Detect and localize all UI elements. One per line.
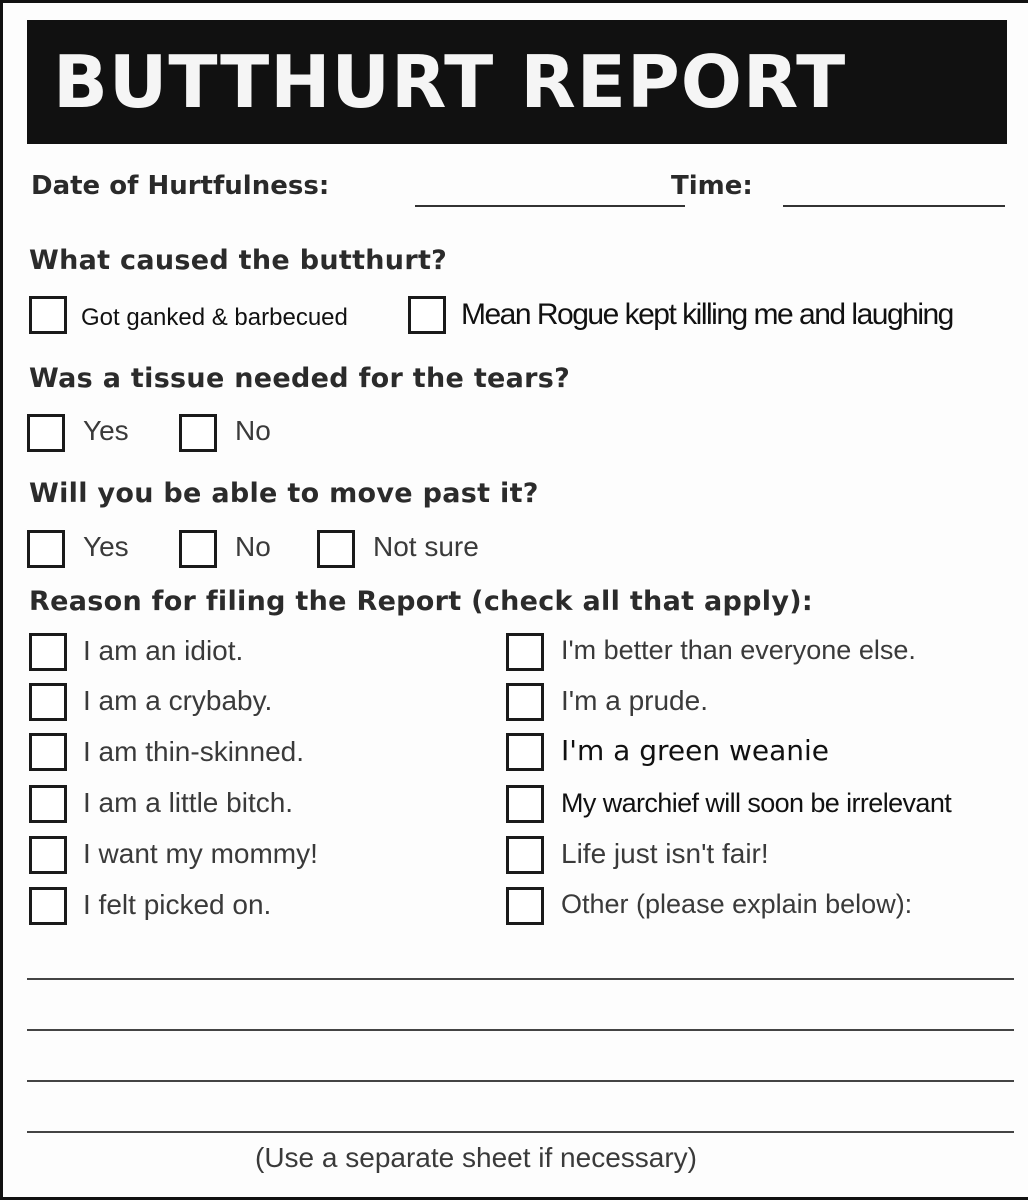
checkbox-tissue-yes[interactable] xyxy=(27,414,65,452)
question-move-past: Will you be able to move past it? xyxy=(29,478,539,509)
option-tissue-yes: Yes xyxy=(83,415,129,446)
time-field[interactable] xyxy=(783,205,1005,207)
option-mean-rogue: Mean Rogue kept killing me and laughing xyxy=(461,298,953,331)
explain-line-4[interactable] xyxy=(27,1131,1014,1133)
question-tissue: Was a tissue needed for the tears? xyxy=(29,363,571,394)
checkbox-reason-little[interactable] xyxy=(29,785,67,823)
checkbox-reason-picked-on[interactable] xyxy=(29,887,67,925)
date-time-row xyxy=(31,169,1006,209)
reason-crybaby: I am a crybaby. xyxy=(83,685,273,716)
explain-line-3[interactable] xyxy=(27,1080,1014,1082)
date-field[interactable] xyxy=(415,205,685,207)
checkbox-reason-warchief[interactable] xyxy=(506,785,544,823)
checkbox-reason-thin-skinned[interactable] xyxy=(29,733,67,771)
checkbox-reason-mommy[interactable] xyxy=(29,836,67,874)
reason-warchief: My warchief will soon be irrelevant xyxy=(561,788,952,818)
checkbox-reason-prude[interactable] xyxy=(506,683,544,721)
reason-thin-skinned: I am thin-skinned. xyxy=(83,736,304,767)
checkbox-reason-idiot[interactable] xyxy=(29,633,67,671)
explain-line-1[interactable] xyxy=(27,978,1014,980)
option-move-yes: Yes xyxy=(83,531,129,562)
reason-not-fair: Life just isn't fair! xyxy=(561,838,769,869)
option-ganked: Got ganked & barbecued xyxy=(81,304,348,331)
reason-green-weanie: I'm a green weanie xyxy=(561,734,829,767)
reason-better: I'm better than everyone else. xyxy=(561,635,916,665)
checkbox-reason-better[interactable] xyxy=(506,633,544,671)
checkbox-move-no[interactable] xyxy=(179,530,217,568)
checkbox-move-yes[interactable] xyxy=(27,530,65,568)
checkbox-ganked[interactable] xyxy=(29,296,67,334)
checkbox-mean-rogue[interactable] xyxy=(408,296,446,334)
checkbox-move-not-sure[interactable] xyxy=(317,530,355,568)
checkbox-reason-not-fair[interactable] xyxy=(506,836,544,874)
checkbox-tissue-no[interactable] xyxy=(179,414,217,452)
form-title: BUTTHURT REPORT xyxy=(27,20,1007,144)
reason-other: Other (please explain below): xyxy=(561,889,913,919)
reason-picked-on: I felt picked on. xyxy=(83,889,272,920)
checkbox-reason-other[interactable] xyxy=(506,887,544,925)
question-cause: What caused the butthurt? xyxy=(29,245,448,276)
checkbox-reason-crybaby[interactable] xyxy=(29,683,67,721)
option-move-not-sure: Not sure xyxy=(373,531,479,562)
checkbox-reason-green-weanie[interactable] xyxy=(506,733,544,771)
reasons-heading: Reason for filing the Report (check all that apply): xyxy=(29,586,813,617)
date-label: Date of Hurtfulness: xyxy=(31,171,330,201)
reason-prude: I'm a prude. xyxy=(561,685,708,716)
reason-little: I am a little bitch. xyxy=(83,787,294,818)
footer-note: (Use a separate sheet if necessary) xyxy=(255,1142,697,1173)
option-tissue-no: No xyxy=(235,415,271,446)
reason-mommy: I want my mommy! xyxy=(83,838,318,869)
explain-line-2[interactable] xyxy=(27,1029,1014,1031)
reason-idiot: I am an idiot. xyxy=(83,635,244,666)
time-label: Time: xyxy=(671,171,753,201)
option-move-no: No xyxy=(235,531,271,562)
